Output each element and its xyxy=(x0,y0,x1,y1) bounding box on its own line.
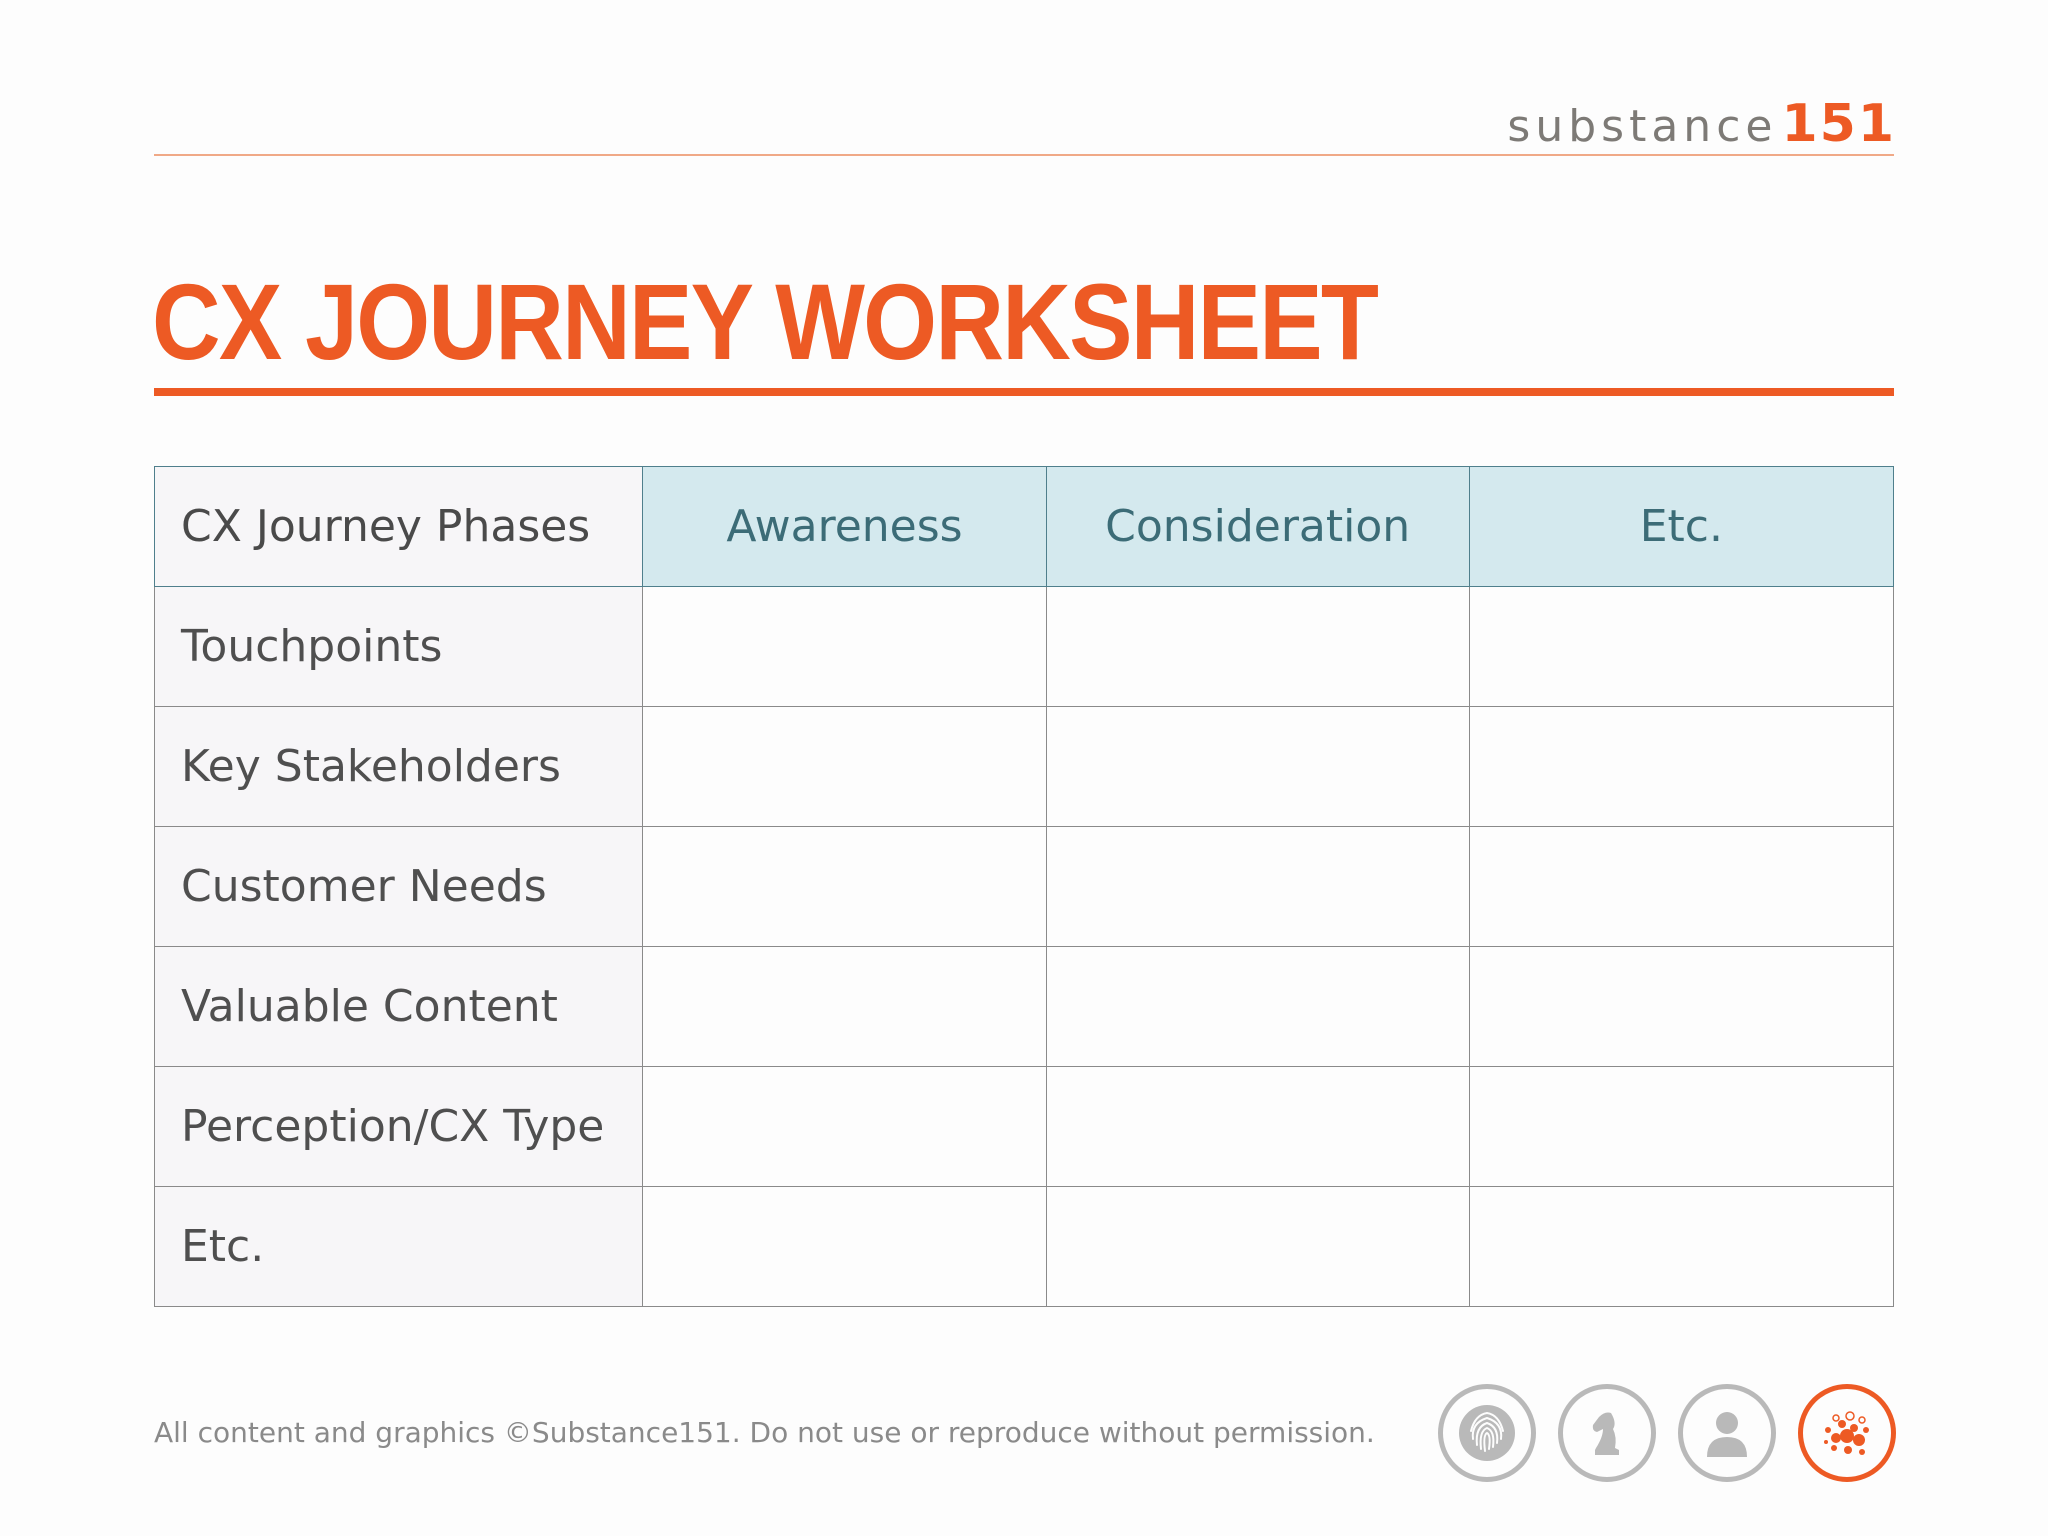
column-header-awareness: Awareness xyxy=(643,467,1046,587)
row-label-etc: Etc. xyxy=(155,1187,643,1307)
row-label-key-stakeholders: Key Stakeholders xyxy=(155,707,643,827)
row-label-perception-cx-type: Perception/CX Type xyxy=(155,1067,643,1187)
column-header-etc: Etc. xyxy=(1469,467,1893,587)
person-icon xyxy=(1678,1384,1776,1482)
table-cell[interactable] xyxy=(1469,707,1893,827)
row-label-valuable-content: Valuable Content xyxy=(155,947,643,1067)
table-cell[interactable] xyxy=(1469,1187,1893,1307)
table-cell[interactable] xyxy=(643,1187,1046,1307)
brand-logo xyxy=(1507,94,1896,154)
table-cell[interactable] xyxy=(1469,1067,1893,1187)
table-header-row xyxy=(155,467,1894,587)
table-cell[interactable] xyxy=(1046,707,1469,827)
table-cell[interactable] xyxy=(1046,947,1469,1067)
table-cell[interactable] xyxy=(1046,1067,1469,1187)
table-row xyxy=(155,707,1894,827)
page-title: CX JOURNEY WORKSHEET xyxy=(152,261,1378,382)
column-header-consideration: Consideration xyxy=(1046,467,1469,587)
header-divider xyxy=(154,154,1894,156)
table-row xyxy=(155,1187,1894,1307)
worksheet-table xyxy=(154,466,1894,1307)
table-cell[interactable] xyxy=(1046,1187,1469,1307)
table-cell[interactable] xyxy=(643,947,1046,1067)
table-cell[interactable] xyxy=(643,587,1046,707)
table-row xyxy=(155,827,1894,947)
table-cell[interactable] xyxy=(643,707,1046,827)
brand-wordmark: substance xyxy=(1507,101,1778,152)
chess-knight-icon xyxy=(1558,1384,1656,1482)
fingerprint-icon xyxy=(1438,1384,1536,1482)
header-corner-label: CX Journey Phases xyxy=(155,467,643,587)
row-label-customer-needs: Customer Needs xyxy=(155,827,643,947)
table-cell[interactable] xyxy=(643,1067,1046,1187)
brand-number: 151 xyxy=(1781,94,1896,154)
table-row xyxy=(155,1067,1894,1187)
table-row xyxy=(155,947,1894,1067)
title-underline xyxy=(154,388,1894,396)
row-label-touchpoints: Touchpoints xyxy=(155,587,643,707)
table-cell[interactable] xyxy=(1469,587,1893,707)
table-row xyxy=(155,587,1894,707)
icon-row xyxy=(1438,1384,1896,1482)
table-cell[interactable] xyxy=(1469,947,1893,1067)
copyright-notice: All content and graphics ©Substance151. Do not use or reproduce without permission. xyxy=(154,1416,1375,1449)
table-cell[interactable] xyxy=(1469,827,1893,947)
bubbles-icon xyxy=(1798,1384,1896,1482)
table-cell[interactable] xyxy=(1046,827,1469,947)
table-cell[interactable] xyxy=(1046,587,1469,707)
table-cell[interactable] xyxy=(643,827,1046,947)
